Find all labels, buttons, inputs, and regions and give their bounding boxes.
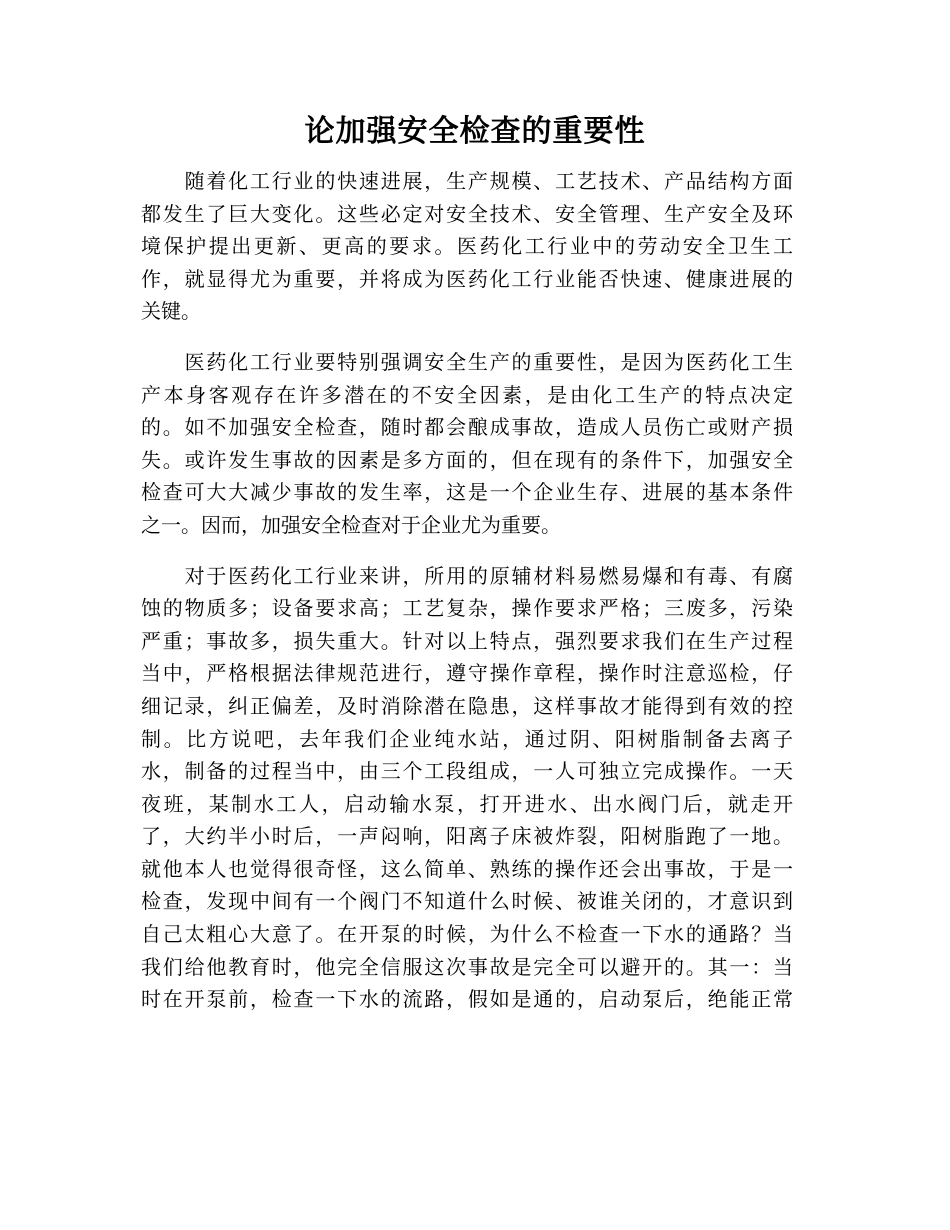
text-line: 夜班，某制水工人，启动输水泵，打开进水、出水阀门后，就走开: [141, 791, 793, 816]
text-line: 了，大约半小时后，一声闷响，阳离子床被炸裂，阳树脂跑了一地。: [141, 824, 793, 849]
text-line: 境保护提出更新、更高的要求。医药化工行业中的劳动安全卫生工: [141, 234, 793, 259]
text-line: 的。如不加强安全检查，随时都会酿成事故，造成人员伤亡或财产损: [141, 415, 793, 440]
paragraph-3: [141, 560, 793, 1016]
text-line: 之一。因而，加强安全检查对于企业尤为重要。: [141, 512, 561, 537]
text-line: 产本身客观存在许多潜在的不安全因素，是由化工生产的特点决定: [141, 382, 793, 407]
document-body: [141, 165, 793, 1016]
text-line: 当中，严格根据法律规范进行，遵守操作章程，操作时注意巡检，仔: [141, 661, 793, 686]
text-line: 随着化工行业的快速进展，生产规模、工艺技术、产品结构方面: [141, 169, 793, 193]
paragraph-2: [141, 346, 793, 542]
paragraph-spacer: [141, 542, 793, 560]
text-line: 水，制备的过程当中，由三个工段组成，一人可独立完成操作。一天: [141, 759, 793, 784]
paragraph-1: [141, 165, 793, 328]
text-line: 检查可大大减少事故的发生率，这是一个企业生存、进展的基本条件: [141, 480, 793, 505]
text-line: 医药化工行业要特别强调安全生产的重要性，是因为医药化工生: [141, 349, 793, 374]
text-line: 自己太粗心大意了。在开泵的时候，为什么不检查一下水的通路？当: [141, 922, 793, 947]
text-line: 检查，发现中间有一个阀门不知道什么时候、被谁关闭的，才意识到: [141, 889, 793, 914]
paragraph-spacer: [141, 328, 793, 346]
text-line: 我们给他教育时，他完全信服这次事故是完全可以避开的。其一：当: [141, 954, 793, 979]
text-line: 制。比方说吧，去年我们企业纯水站，通过阴、阳树脂制备去离子: [141, 726, 793, 751]
text-line: 都发生了巨大变化。这些必定对安全技术、安全管理、生产安全及环: [141, 201, 793, 226]
text-line: 细记录，纠正偏差，及时消除潜在隐患，这样事故才能得到有效的控: [141, 693, 793, 718]
text-line: 作，就显得尤为重要，并将成为医药化工行业能否快速、健康进展的: [141, 266, 793, 291]
text-line: 失。或许发生事故的因素是多方面的，但在现有的条件下，加强安全: [141, 447, 793, 472]
text-line: 就他本人也觉得很奇怪，这么简单、熟练的操作还会出事故，于是一: [141, 856, 793, 881]
document-title: 论加强安全检查的重要性: [304, 114, 646, 149]
text-line: 蚀的物质多；设备要求高；工艺复杂，操作要求严格；三废多，污染: [141, 596, 793, 621]
text-line: 严重；事故多，损失重大。针对以上特点，强烈要求我们在生产过程: [141, 628, 793, 653]
text-line: 关键。: [141, 299, 201, 324]
text-line: 时在开泵前，检查一下水的流路，假如是通的，启动泵后，绝能正常: [141, 987, 793, 1012]
text-line: 对于医药化工行业来讲，所用的原辅材料易燃易爆和有毒、有腐: [141, 563, 793, 588]
